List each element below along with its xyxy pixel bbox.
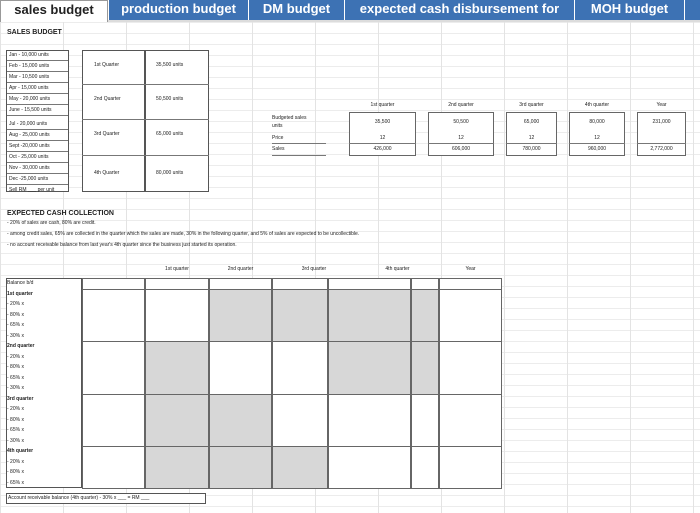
budgeted-sales-label-2: units	[272, 123, 283, 129]
collection-cell[interactable]	[439, 394, 502, 448]
collection-row-label: - 80% x	[7, 364, 24, 370]
collection-cell[interactable]	[209, 394, 272, 448]
collection-section-label: 3rd quarter	[7, 395, 34, 402]
month-units-row: Sell RM ___ per unit	[9, 187, 55, 193]
collection-row-label: - 65% x	[7, 374, 24, 381]
summary-sales-value: 960,000	[587, 146, 607, 152]
summary-price-value: 12	[379, 135, 386, 141]
summary-units-value: 65,000	[523, 119, 540, 125]
collection-cell[interactable]	[328, 341, 411, 395]
collection-cell[interactable]	[411, 394, 439, 448]
collection-header: 4th quarter	[385, 266, 410, 272]
receivable-balance-box	[6, 493, 206, 504]
cash-collection-title: EXPECTED CASH COLLECTION	[7, 210, 114, 217]
collection-cell[interactable]	[411, 289, 439, 343]
collection-row-label: - 80% x	[7, 416, 24, 423]
month-units-row: Mar - 10,500 units	[9, 74, 50, 80]
price-label: Price	[272, 135, 284, 141]
collection-cell[interactable]	[411, 446, 439, 489]
summary-header: 2nd quarter	[448, 102, 474, 108]
summary-units-value: 35,500	[374, 119, 391, 125]
collection-row-label: - 20% x	[7, 301, 24, 307]
q1-label: 1st Quarter	[94, 62, 120, 68]
month-units-row: Feb - 15,000 units	[9, 63, 50, 69]
summary-price-value: 12	[594, 135, 600, 141]
collection-section-label: 4th quarter	[7, 448, 34, 454]
q2-units: 50,500 units	[156, 96, 184, 102]
summary-header: 3rd quarter	[519, 102, 544, 108]
collection-cell[interactable]	[439, 446, 502, 489]
summary-header: Year	[656, 102, 667, 108]
month-units-row: Sept -20,000 units	[9, 143, 50, 149]
collection-cell[interactable]	[272, 289, 328, 343]
month-units-row: Dec -25,000 units	[9, 176, 49, 182]
budgeted-sales-label-1: Budgeted sales	[272, 115, 307, 121]
month-units-row: May - 20,000 units	[9, 96, 51, 102]
collection-cell[interactable]	[439, 341, 502, 395]
summary-sales-value: 606,000	[451, 146, 471, 152]
summary-units-value: 231,000	[652, 119, 671, 125]
collection-cell[interactable]	[145, 289, 209, 343]
tab-expected-cash-disbursement[interactable]: expected cash disbursement for	[344, 0, 574, 20]
collection-cell[interactable]	[145, 446, 209, 489]
summary-sales-value: 426,000	[373, 146, 392, 152]
sales-budget-title: SALES BUDGET	[7, 29, 62, 36]
summary-price-value: 12	[528, 135, 535, 141]
tab-dm-budget[interactable]: DM budget	[248, 0, 344, 20]
tab-overflow[interactable]	[684, 0, 700, 20]
monthly-units-list	[6, 50, 69, 192]
collection-cell[interactable]	[82, 341, 145, 395]
month-units-row: Jul - 20,000 units	[9, 121, 48, 127]
collection-row-label: - 65% x	[7, 322, 24, 328]
collection-row-label: - 20% x	[7, 406, 24, 412]
collection-cell[interactable]	[145, 341, 209, 395]
spreadsheet-grid[interactable]	[0, 22, 700, 513]
tab-moh-budget[interactable]: MOH budget	[574, 0, 684, 20]
month-units-row: June - 15,500 units	[9, 107, 52, 113]
tab-sales-budget[interactable]: sales budget	[0, 0, 108, 22]
collection-row-label: - 30% x	[7, 385, 24, 391]
collection-header: 3rd quarter	[301, 266, 327, 272]
summary-header: 4th quarter	[584, 102, 610, 108]
collection-row-label: - 20% x	[7, 458, 24, 465]
collection-cell[interactable]	[439, 289, 502, 343]
collection-note-3: - no account receivable balance from last year's 4th quarter since the business just started its operation.	[7, 242, 237, 248]
summary-sales-value: 780,000	[522, 146, 541, 152]
collection-cell[interactable]	[82, 289, 145, 343]
q1-units: 35,500 units	[156, 62, 184, 68]
collection-cell[interactable]	[411, 341, 439, 395]
q3-label: 3rd Quarter	[94, 131, 120, 137]
collection-header: 1st quarter	[165, 266, 189, 272]
collection-row-label: - 30% x	[7, 437, 24, 444]
collection-row-label: - 80% x	[7, 311, 24, 318]
summary-units-value: 50,500	[453, 119, 469, 125]
collection-section-label: 1st quarter	[7, 290, 33, 297]
summary-units-value: 80,000	[589, 119, 605, 125]
collection-note-2: - among credit sales, 65% are collected in the quarter which the sales are made, 30% in the following quarter, and 5% of sales are expected to be uncollectible.	[7, 231, 360, 237]
collection-cell[interactable]	[82, 394, 145, 448]
collection-cell[interactable]	[272, 446, 328, 489]
month-units-row: Jan - 10,000 units	[9, 52, 49, 58]
q4-units: 80,000 units	[156, 170, 184, 176]
collection-header: 2nd quarter	[227, 266, 254, 272]
collection-cell[interactable]	[272, 394, 328, 448]
collection-row-label: Balance b/d	[7, 280, 34, 286]
sheet-tab-bar	[0, 0, 700, 22]
collection-row-label: - 65% x	[7, 479, 24, 486]
month-units-row: Nov - 30,000 units	[9, 165, 50, 171]
q3-units: 65,000 units	[156, 131, 184, 137]
collection-row-label: - 20% x	[7, 353, 24, 360]
collection-cell[interactable]	[145, 394, 209, 448]
collection-cell[interactable]	[209, 341, 272, 395]
collection-cell[interactable]	[328, 394, 411, 448]
collection-row-label: - 30% x	[7, 332, 24, 339]
collection-section-label: 2nd quarter	[7, 343, 35, 349]
summary-header: 1st quarter	[370, 102, 395, 108]
collection-cell[interactable]	[328, 446, 411, 489]
q4-label: 4th Quarter	[94, 170, 120, 176]
month-units-row: Apr - 15,000 units	[9, 85, 49, 91]
collection-note-1: - 20% of sales are cash, 80% are credit.	[7, 220, 96, 226]
collection-cell[interactable]	[209, 446, 272, 489]
q2-label: 2nd Quarter	[94, 96, 121, 102]
tab-production-budget[interactable]: production budget	[108, 0, 248, 20]
collection-row-label: - 80% x	[7, 469, 24, 475]
receivable-balance-text: Account receivable balance (4th quarter) - 30% x ___ = RM ___	[8, 495, 150, 501]
collection-cell[interactable]	[209, 289, 272, 343]
collection-label-column	[6, 278, 82, 488]
collection-cell[interactable]	[272, 341, 328, 395]
collection-header: Year	[465, 266, 476, 272]
collection-cell[interactable]	[82, 446, 145, 489]
month-units-row: Aug - 25,000 units	[9, 132, 50, 138]
month-units-row: Oct - 25,000 units	[9, 154, 49, 160]
summary-price-value: 12	[458, 135, 464, 141]
summary-sales-value: 2,772,000	[650, 146, 673, 152]
sales-label: Sales	[272, 146, 285, 152]
collection-row-label: - 65% x	[7, 427, 24, 433]
collection-cell[interactable]	[328, 289, 411, 343]
